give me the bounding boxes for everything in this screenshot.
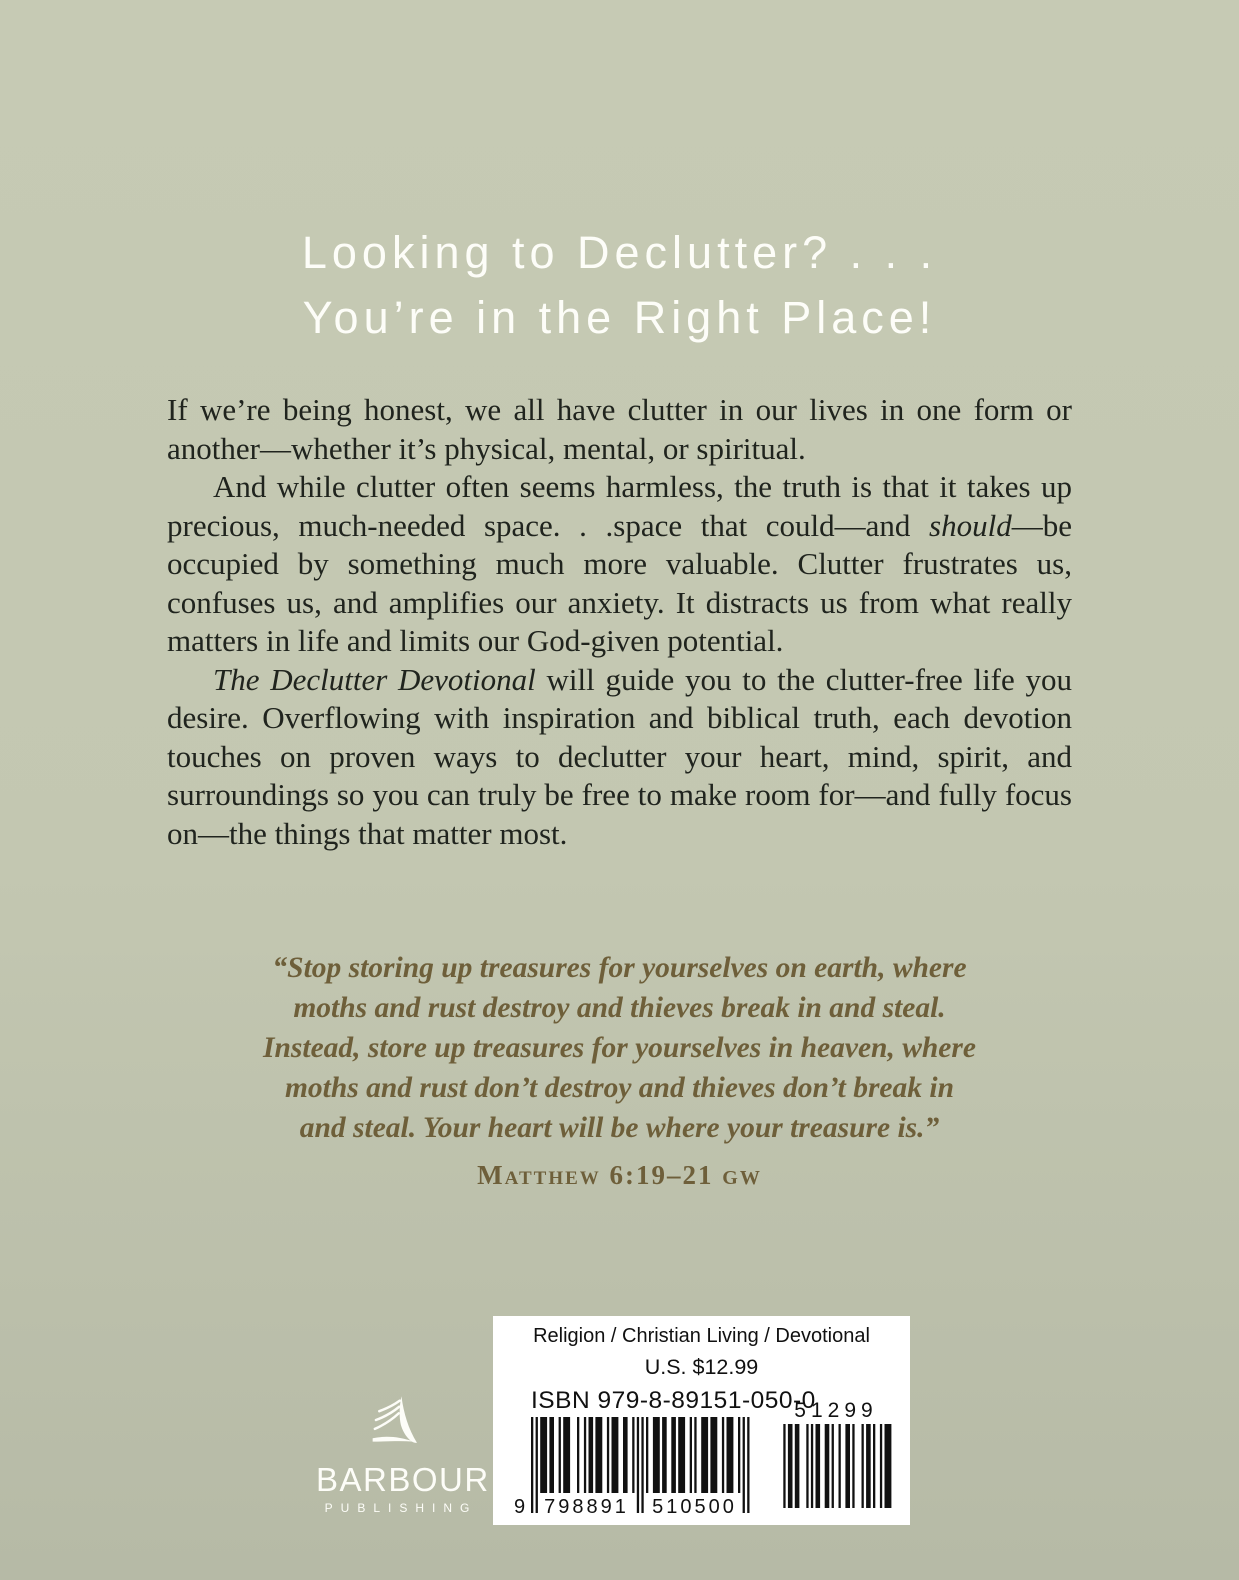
- quote-line: “Stop storing up treasures for yourselves on earth, where: [272, 952, 967, 984]
- body-paragraph: [167, 391, 1072, 468]
- publisher-subtitle: PUBLISHING: [324, 1501, 478, 1515]
- text-segment: The Declutter Devotional: [213, 661, 536, 697]
- publisher-sail-icon: [369, 1394, 425, 1456]
- body-paragraph: [167, 468, 1072, 661]
- addon-barcode-bars: [781, 1424, 892, 1508]
- retail-info-box: [493, 1316, 910, 1525]
- isbn-label: ISBN 979-8-89151-050-0: [531, 1387, 816, 1414]
- price-addon-barcode: [780, 1400, 892, 1508]
- scripture-quote: [0, 948, 1239, 1191]
- scripture-reference: Matthew 6:19–21: [477, 1160, 714, 1190]
- headline-line-1: Looking to Declutter? . . .: [301, 227, 938, 278]
- text-segment: —be occupied by something much more valuable. Clutter frustrates us, confuses us, and amplifies our anxiety. It distracts us from what really matters in life and limits our God-given potential.: [167, 507, 1072, 658]
- quote-line: moths and rust don’t destroy and thieves don’t break in: [284, 1072, 955, 1104]
- addon-digits: 51299: [794, 1399, 878, 1422]
- translation-abbreviation: GW: [722, 1167, 762, 1189]
- publisher-logo: [316, 1394, 490, 1515]
- text-segment: And while clutter often seems harmless, the truth is that it takes up precious, much-needed space. . .space that could—and: [167, 469, 1072, 543]
- body-paragraph: [167, 661, 1072, 854]
- quote-line: Instead, store up treasures for yourselves in heaven, where: [263, 1032, 976, 1064]
- headline: [0, 220, 1239, 350]
- category-label: Religion / Christian Living / Devotional: [533, 1325, 870, 1347]
- quote-attribution: [0, 1160, 1239, 1191]
- barcode-digits-group1: 798891: [544, 1496, 629, 1518]
- price-label: U.S. $12.99: [644, 1355, 759, 1379]
- barcode-digit-first: 9: [514, 1496, 526, 1518]
- body-copy: [167, 391, 1072, 853]
- quote-line: and steal. Your heart will be where your treasure is.”: [299, 1112, 940, 1144]
- quote-line: moths and rust destroy and thieves break in and steal.: [293, 992, 946, 1024]
- headline-line-2: You’re in the Right Place!: [302, 292, 937, 343]
- ean13-barcode: [514, 1417, 750, 1518]
- quote-lines: [0, 948, 1239, 1148]
- text-segment: should: [929, 507, 1012, 543]
- barcode-digits-group2: 510500: [652, 1496, 737, 1518]
- publisher-name: BARBOUR: [316, 1461, 490, 1498]
- text-segment: will guide you to the clutter-free life you desire. Overflowing with inspiration and biblical truth, each devotion touches on proven ways to declutter your heart, mind, spirit, and surroundings so you can truly be free to make room for—and fully focus on—the things that matter most.: [167, 661, 1072, 851]
- text-segment: If we’re being honest, we all have clutter in our lives in one form or another—whether it’s physical, mental, or spiritual.: [167, 392, 1072, 466]
